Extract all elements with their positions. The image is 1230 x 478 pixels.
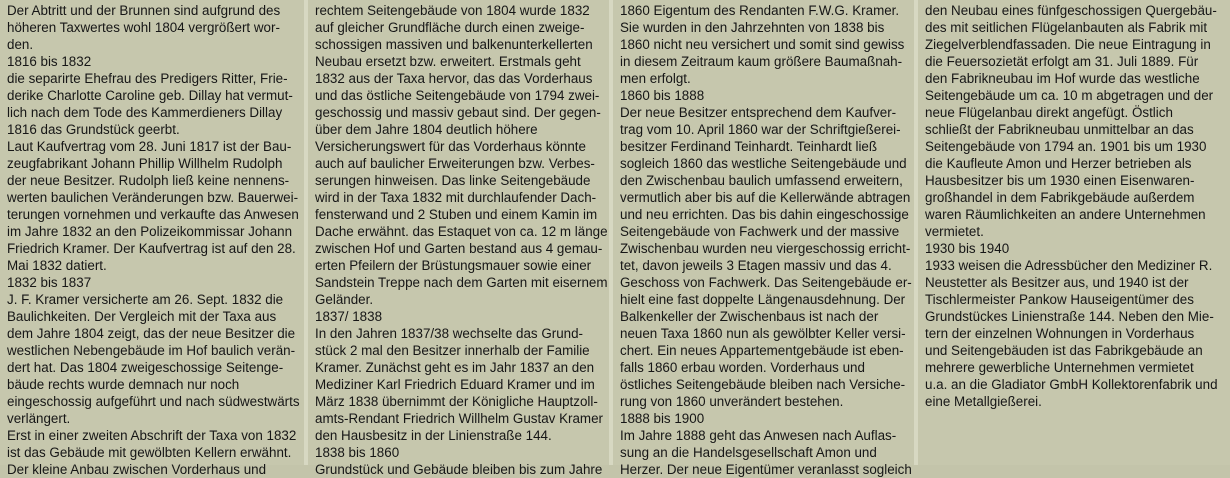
text-line: neue Flügelanbau direkt angefügt. Östlich: [925, 105, 1173, 120]
text-line: zeugfabrikant Johann Phillip Willhelm Rudolph: [7, 156, 283, 171]
text-line: amts-Rendant Friedrich Willhelm Gustav Kramer: [315, 411, 603, 426]
text-line: J. F. Kramer versicherte am 26. Sept. 1832 die: [7, 292, 284, 307]
text-line: dert hat. Das 1804 zweigeschossige Seitenge-: [7, 360, 284, 375]
text-line: 1832 aus der Taxa hervor, das das Vorderhaus: [315, 71, 593, 86]
text-column-4: [918, 0, 1230, 465]
text-line: tern der einzelnen Wohnungen in Vorderhaus: [925, 326, 1195, 341]
text-line: 1837/ 1838: [315, 309, 383, 324]
text-line: des mit seitlichen Flügelanbauten als Fabrik mit: [925, 20, 1208, 35]
text-line: stück 2 mal den Besitzer innerhalb der Familie: [315, 343, 590, 358]
text-line: auch auf baulicher Erweiterungen bzw. Verbes-: [315, 156, 595, 171]
text-line: ist das Gebäude mit gewölbten Kellern erwähnt.: [7, 445, 292, 460]
text-line: und neu errichten. Das bis dahin eingeschossige: [620, 207, 909, 222]
text-line: schossigen massiven und balkenunterkellerten: [315, 37, 593, 52]
text-line: Der Abtritt und der Brunnen sind aufgrund des: [7, 3, 281, 18]
text-line: 1832 bis 1837: [7, 275, 92, 290]
text-line: die Kaufleute Amon und Herzer betrieben als: [925, 156, 1192, 171]
text-line: Baulichkeiten. Der Vergleich mit der Taxa aus: [7, 309, 277, 324]
text-line: Dache erwähnt. das Estaquet von ca. 12 m länge: [315, 224, 608, 239]
text-line: höheren Taxwertes wohl 1804 vergrößert wor-: [7, 20, 280, 35]
text-line: vermietet.: [925, 224, 984, 239]
text-line: dem Jahre 1804 zeigt, das der neue Besitzer die: [7, 326, 296, 341]
text-line: Kramer. Zunächst geht es im Jahr 1837 an den: [315, 360, 595, 375]
text-line: den Neubau eines fünfgeschossigen Quergebäu-: [925, 3, 1217, 18]
text-line: den Zwischenbau baulich umfassend erweitern,: [620, 173, 903, 188]
text-line: schließt der Fabrikneubau unmittelbar an das: [925, 122, 1194, 137]
text-line: Sie wurden in den Jahrzehnten von 1838 bis: [620, 20, 885, 35]
text-line: 1860 bis 1888: [620, 88, 705, 103]
text-line: geschossig und massiv gebaut sind. Der gegen-: [315, 105, 601, 120]
text-line: men erfolgt.: [620, 71, 691, 86]
text-line: besitzer Ferdinand Teinhardt. Teinhardt ließ: [620, 139, 878, 154]
text-line: u.a. an die Gladiator GmbH Kollektorenfabrik und: [925, 377, 1218, 392]
text-line: rechtem Seitengebäude von 1804 wurde 1832: [315, 3, 590, 18]
text-line: Laut Kaufvertrag vom 28. Juni 1817 ist der Bau-: [7, 139, 292, 154]
text-line: den Hausbesitz in der Linienstraße 144.: [315, 428, 552, 443]
text-line: terungen vornehmen und verkaufte das Anwesen: [7, 207, 299, 222]
text-line: eine Metallgießerei.: [925, 394, 1042, 409]
text-line: westlichen Nebengebäude im Hof baulich verän-: [7, 343, 296, 358]
text-line: zwischen Hof und Garten bestand aus 4 gemau-: [315, 241, 603, 256]
text-line: derike Charlotte Caroline geb. Dillay hat vermut-: [7, 88, 293, 103]
text-line: lich nach dem Tode des Kammerdieners Dillay: [7, 105, 283, 120]
text-line: Herzer. Der neue Eigentümer veranlasst sogleich: [620, 462, 912, 477]
text-line: 1816 das Grundstück geerbt.: [7, 122, 180, 137]
text-line: Der neue Besitzer entsprechend dem Kaufver-: [620, 105, 897, 120]
text-line: Geländer.: [315, 292, 374, 307]
text-line: 1838 bis 1860: [315, 445, 400, 460]
text-line: fensterwand und 2 Stuben und einem Kamin im: [315, 207, 598, 222]
text-line: 1930 bis 1940: [925, 241, 1010, 256]
text-line: Geschoss von Fachwerk. Das Seitengebäude er-: [620, 275, 912, 290]
text-line: 1860 Eigentum des Rendanten F.W.G. Kramer.: [620, 3, 900, 18]
text-line: großhandel in dem Fabrikgebäude außerdem: [925, 190, 1195, 205]
text-line: vermutlich aber bis auf die Kellerwände abtragen: [620, 190, 911, 205]
text-line: werten baulichen Veränderungen bzw. Bauerwei-: [7, 190, 299, 205]
text-line: Neubau ersetzt bzw. erweitert. Erstmals geht: [315, 54, 581, 69]
text-line: Zwischenbau wurden neu viergeschossig erricht-: [620, 241, 911, 256]
text-column-2: [308, 0, 613, 477]
text-line: Der kleine Anbau zwischen Vorderhaus und: [7, 462, 267, 477]
text-line: im Jahre 1832 an den Polizeikommissar Johann: [7, 224, 293, 239]
text-line: In den Jahren 1837/38 wechselte das Grund-: [315, 326, 583, 341]
text-line: der neue Besitzer. Rudolph ließ keine nennens-: [7, 173, 290, 188]
text-line: eingeschossig aufgeführt und nach südwestwärts: [7, 394, 300, 409]
text-line: Im Jahre 1888 geht das Anwesen nach Auflas-: [620, 428, 897, 443]
text-line: wird in der Taxa 1832 mit durchlaufender Dach-: [315, 190, 597, 205]
text-column-1: [0, 0, 308, 477]
text-column-3: [613, 0, 918, 477]
text-line: Friedrich Kramer. Der Kaufvertrag ist auf den 28.: [7, 241, 296, 256]
text-line: Ziegelverblendfassaden. Die neue Eintragung in: [925, 37, 1211, 52]
text-line: auf gleicher Grundfläche durch einen zweige-: [315, 20, 585, 35]
text-line: Tischlermeister Pankow Hauseigentümer des: [925, 292, 1194, 307]
text-line: Balkenkeller der Zwischenbaus ist nach der: [620, 309, 879, 324]
text-line: und Seitengebäuden ist das Fabrikgebäude an: [925, 343, 1203, 358]
text-line: Grundstück und Gebäude bleiben bis zum Jahre: [315, 462, 603, 477]
text-line: östliches Seitengebäude bleiben nach Versiche-: [620, 377, 906, 392]
text-line: neuen Taxa 1860 nun als gewölbter Keller versi-: [620, 326, 906, 341]
text-line: in diesem Zeitraum kaum größere Baumaßnah-: [620, 54, 903, 69]
text-line: Mai 1832 datiert.: [7, 258, 107, 273]
text-line: März 1838 übernimmt der Königliche Hauptzoll-: [315, 394, 598, 409]
text-line: und das östliche Seitengebäude von 1794 zwei-: [315, 88, 600, 103]
text-line: die separirte Ehefrau des Predigers Ritter, Frie-: [7, 71, 288, 86]
text-line: die Feuersozietät erfolgt am 31. Juli 1889. Für: [925, 54, 1199, 69]
text-line: 1860 nicht neu versichert und somit sind gewiss: [620, 37, 905, 52]
text-line: rung von 1860 unverändert bestehen.: [620, 394, 844, 409]
text-line: tet, davon jeweils 3 Etagen massiv und das 4.: [620, 258, 892, 273]
text-line: sogleich 1860 das westliche Seitengebäude und: [620, 156, 907, 171]
text-line: den Fabrikneubau im Hof wurde das westliche: [925, 71, 1200, 86]
text-line: mehrere gewerbliche Unternehmen vermietet: [925, 360, 1194, 375]
text-line: über dem Jahre 1804 deutlich höhere: [315, 122, 538, 137]
text-line: Sandstein Treppe nach dem Garten mit eisernem: [315, 275, 608, 290]
text-line: Grundstückes Linienstraße 144. Neben den Mie-: [925, 309, 1214, 324]
text-line: sung an die Handelsgesellschaft Amon und: [620, 445, 877, 460]
text-line: 1933 weisen die Adressbücher den Mediziner R.: [925, 258, 1213, 273]
text-line: Versicherungswert für das Vorderhaus könnte: [315, 139, 586, 154]
text-line: erten Pfeilern der Brüstungsmauer sowie einer: [315, 258, 592, 273]
text-line: serungen hinweisen. Das linke Seitengebäude: [315, 173, 591, 188]
text-line: den.: [7, 37, 34, 52]
text-line: verlängert.: [7, 411, 71, 426]
text-line: Seitengebäude von 1794 an. 1901 bis um 1930: [925, 139, 1207, 154]
text-line: chert. Ein neues Appartementgebäude ist eben-: [620, 343, 904, 358]
text-line: waren Räumlichkeiten an andere Unternehmen: [925, 207, 1206, 222]
text-line: Seitengebäude um ca. 10 m abgetragen und der: [925, 88, 1214, 103]
text-line: falls 1860 erbau worden. Vorderhaus und: [620, 360, 865, 375]
text-line: Hausbesitzer bis um 1930 einen Eisenwaren-: [925, 173, 1195, 188]
text-line: 1816 bis 1832: [7, 54, 92, 69]
text-line: hielt eine fast doppelte Längenausdehnung. Der: [620, 292, 906, 307]
text-line: 1888 bis 1900: [620, 411, 705, 426]
text-line: trag vom 10. April 1860 war der Schriftgießerei-: [620, 122, 901, 137]
text-line: Seitengebäude von Fachwerk und der massive: [620, 224, 900, 239]
text-line: bäude rechts wurde demnach nur noch: [7, 377, 240, 392]
text-line: Erst in einer zweiten Abschrift der Taxa von 1832: [7, 428, 297, 443]
text-line: Neustetter als Besitzer aus, und 1940 ist der: [925, 275, 1189, 290]
text-line: Mediziner Karl Friedrich Eduard Kramer und im: [315, 377, 595, 392]
